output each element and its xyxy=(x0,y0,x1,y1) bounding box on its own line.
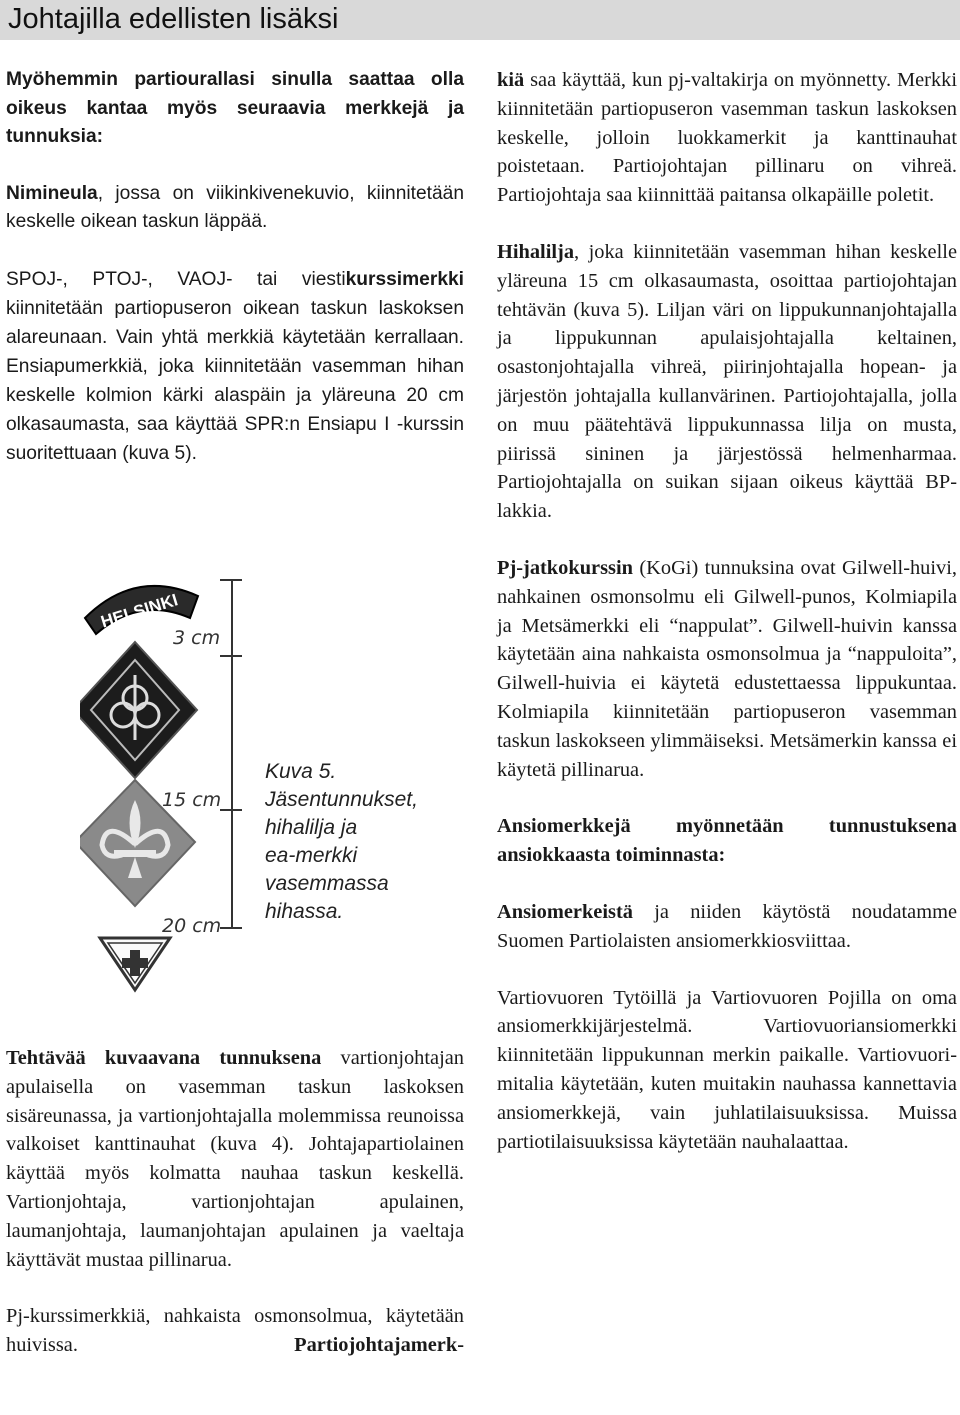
label-20cm: 20 cm xyxy=(162,915,222,937)
ansiomerkeista-paragraph: Ansiomerkeistä ja niiden käytöstä noudatamme Suomen Partiolaisten ansiomerkkiosviittaa. xyxy=(497,900,957,952)
hihalilja-paragraph: Hihalilja, joka kiinnitetään vasemman hihan keskelle yläreuna 15 cm olkasaumasta, osoittaa partiojohtajan tehtävän (kuva 5). Liljan väri on lippukunnanjohtajalla ja lippukunnan apulaisjohtajalla keltainen, osastonjohtajalla vihreä, piirinjohtajalla hopean- ja järjestön johtajalla kullanvärinen. Partiojohtajalla, jolla on muu päätehtävä lippukunnassa lilja on musta, piirissä sininen ja järjestössä helmenharmaa. Partiojohtajalla on suikan sijaan oikeus käyttää BP-lakkia. xyxy=(497,240,957,523)
vartiovuori-paragraph: Vartiovuoren Tytöillä ja Vartiovuoren Pojilla on oma ansiomerkkijärjestelmä. Vartiovuoriansiomerkki kiinnitetään lippukunnan merkin paikalle. Vartiovuori-mitalia käytetään, kuten muitakin nauhassa kannettavia ansiomerkkejä, vain juhlatilaisuuksissa. Muissa partiotilaisuuksissa käytetään nauhalaattaa. xyxy=(497,986,957,1153)
ansiomerkit-heading: Ansiomerkkejä myönnetään tunnustuksena ansiokkaasta toiminnasta: xyxy=(497,815,957,867)
label-15cm: 15 cm xyxy=(162,789,222,811)
pj-jatkokurssi-paragraph: Pj-jatkokurssin (KoGi) tunnuksina ovat Gilwell-huivi, nahkainen osmonsolmu eli Gilwell-punos, Kolmiapila ja Metsämerkki eli “nappulat”. Gilwell-huivin kanssa käytetään aina nahkaista osmonsolmua ja “nappuloita”, Gilwell-huivia ei käytetä edustettaessa lippukuntaa. Kolmiapila kiinnitetään partiopuseron vasemman taskun laskokseen ylimmäiseksi. Metsämerkin kanssa ei käytetä pillinarua. xyxy=(497,556,957,781)
kurssimerkki-term: kurssimerkki xyxy=(345,268,464,290)
pj-jatkokurssi-term: Pj-jatkokurssin xyxy=(497,556,633,579)
label-3cm: 3 cm xyxy=(173,627,221,649)
figure-caption: Kuva 5. Jäsentunnukset, hihalilja ja ea-merkki vasemmassa hihassa. xyxy=(265,760,418,923)
tehtava-paragraph: Tehtävää kuvaavana tunnuksena vartionjohtajan apulaisella on vasemman taskun laskoksen sisäreunassa, ja vartionjohtajalla molemmissa reunoissa valkoiset kanttinauhat (kuva 4). Johtajapartiolainen käyttää myös kolmatta nauhaa taskun keskellä. Vartionjohtaja, vartionjohtajan apulainen, laumanjohtaja, laumanjohtajan apulainen ja vaeltaja käyttävät mustaa pillinarua. xyxy=(6,1047,465,1271)
hihalilja-term: Hihalilja xyxy=(497,240,575,263)
left-column-top xyxy=(6,66,464,468)
kolmiapila-diamond-badge xyxy=(80,642,197,778)
pj-kurssimerkki-paragraph: Pj-kurssimerkkiä, nahkaista osmonsolmua, käytetään huivissa. Partiojohtajamerk- xyxy=(6,1305,464,1357)
ansiomerkeista-term: Ansiomerkeistä xyxy=(497,900,633,923)
nimineula-paragraph: Nimineula, jossa on viikinkivenekuvio, kiinnitetään keskelle oikean taskun läppää. xyxy=(6,182,464,232)
kurssimerkki-paragraph: SPOJ-, PTOJ-, VAOJ- tai viestikurssimerkki kiinnitetään partiopuseron oikean taskun laskoksen alareunaan. Vain yhtä merkkiä käytetään kerrallaan. Ensiapumerkkiä, joka kiinnitetään vasemman hihan keskelle kolmion kärki alaspäin ja yläreuna 20 cm olkasaumasta, saa käyttää SPR:n Ensiapu I -kurssin suoritettuaan (kuva 5). xyxy=(6,268,464,464)
badge-text: HELSINKI xyxy=(98,590,181,632)
pj-merkki-paragraph: kiä saa käyttää, kun pj-valtakirja on myönnetty. Merkki kiinnitetään partiopuseron vasemman taskun laskoksen keskelle, jolloin luokkamerkit ja kanttinauhat poistetaan. Partiojohtajan pillinaru on vihreä. Partiojohtaja saa kiinnittää paitansa olkapäille poletit. xyxy=(497,69,957,207)
page-title: Johtajilla edellisten lisäksi xyxy=(8,3,339,35)
measurement-line xyxy=(220,580,242,928)
ensiapumerkki-badge xyxy=(100,938,170,990)
intro-paragraph: Myöhemmin partiourallasi sinulla saattaa olla oikeus kantaa myös seuraavia merkkejä ja tunnuksia: xyxy=(6,69,464,147)
header-bar xyxy=(0,0,960,40)
partiojohtajamerkki-term: Partiojohtajamerk- xyxy=(294,1334,464,1357)
tehtava-term: Tehtävää kuvaavana tunnuksena xyxy=(6,1047,322,1069)
right-column xyxy=(497,66,957,1156)
nimineula-term: Nimineula xyxy=(6,182,98,204)
left-column-bottom xyxy=(6,1044,464,1360)
